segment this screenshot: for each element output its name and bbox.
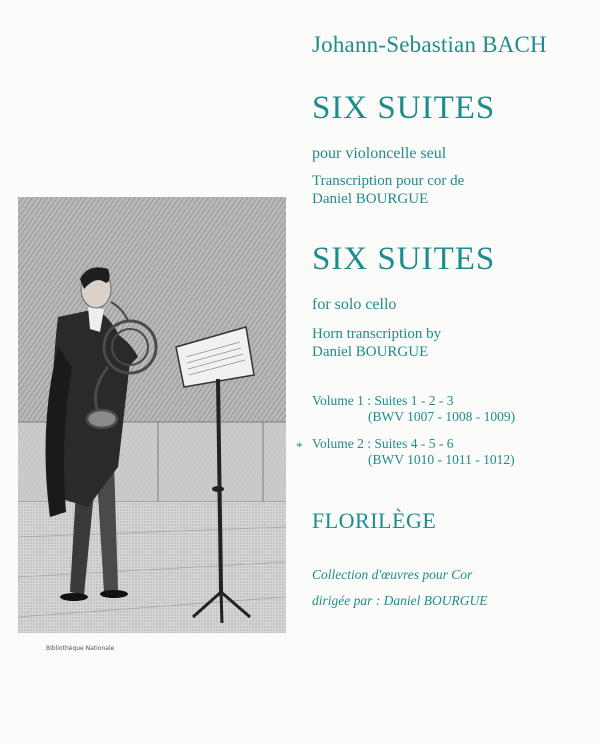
french-title: SIX SUITES	[312, 90, 496, 126]
volume-2-bwv: (BWV 1010 - 1011 - 1012)	[368, 452, 515, 467]
volume-1-label: Volume 1 : Suites 1 - 2 - 3	[312, 393, 454, 408]
composer-name: Johann-Sebastian BACH	[312, 32, 547, 57]
collection-description: Collection d'œuvres pour Cor	[312, 567, 473, 582]
french-transcription-line: Transcription pour cor de	[312, 173, 465, 189]
current-volume-marker: *	[296, 439, 303, 454]
english-title: SIX SUITES	[312, 241, 496, 277]
collection-name: FLORILÈGE	[312, 508, 437, 533]
horn-player-illustration	[18, 197, 286, 633]
illustration-credit: Bibliothèque Nationale	[46, 645, 115, 652]
english-transcription-line: Horn transcription by	[312, 326, 442, 342]
french-transcriber-name: Daniel BOURGUE	[312, 191, 429, 207]
english-subtitle: for solo cello	[312, 296, 397, 313]
collection-director: dirigée par : Daniel BOURGUE	[312, 593, 488, 608]
english-transcriber-name: Daniel BOURGUE	[312, 344, 429, 360]
french-subtitle: pour violoncelle seul	[312, 145, 447, 162]
volume-1-bwv: (BWV 1007 - 1008 - 1009)	[368, 409, 516, 424]
volume-2-label: Volume 2 : Suites 4 - 5 - 6	[312, 436, 454, 451]
